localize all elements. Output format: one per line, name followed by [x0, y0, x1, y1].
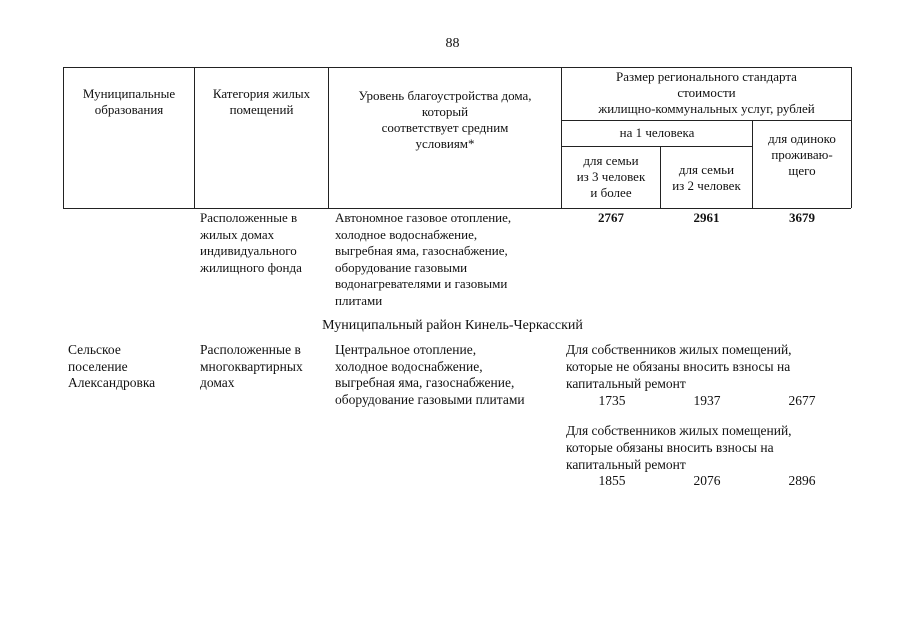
header-housing-category: Категория жилых помещений [212, 86, 311, 117]
case1-value-single: 2677 [788, 393, 816, 408]
row1-value-single: 3679 [789, 210, 815, 225]
row1-category: Расположенные в жилых домах индивидуального жилищного фонда [200, 210, 302, 275]
header-family-3: для семьи из 3 человек и более [576, 153, 646, 200]
header-per-person: на 1 человека [619, 125, 695, 140]
case2-note: Для собственников жилых помещений, которые обязаны вносить взносы на капитальный ремонт [566, 423, 792, 472]
case2-value-family3: 1855 [598, 473, 626, 488]
row1-value-family2: 2961 [693, 210, 720, 225]
case2-value-single: 2896 [788, 473, 816, 488]
case1-note: Для собственников жилых помещений, которые не обязаны вносить взносы на капитальный ремонт [566, 342, 792, 391]
section-title: Муниципальный район Кинель-Черкасский [322, 318, 583, 333]
settlement-amenities: Центральное отопление, холодное водоснабжение, выгребная яма, газоснабжение, оборудование газовыми плитами [335, 342, 525, 407]
settlement-category: Расположенные в многоквартирных домах [200, 342, 303, 390]
header-standard-size: Размер регионального стандарта стоимости жилищно-коммунальных услуг, рублей [598, 69, 815, 116]
header-municipalities: Муниципальные образования [82, 86, 176, 117]
settlement-name: Сельское поселение Александровка [68, 342, 156, 390]
case1-value-family2: 1937 [693, 393, 721, 408]
row1-amenities: Автономное газовое отопление, холодное водоснабжение, выгребная яма, газоснабжение, оборудование газовыми водонагревателями и газовыми плитами [335, 210, 512, 308]
case2-value-family2: 2076 [693, 473, 721, 488]
case1-value-family3: 1735 [598, 393, 626, 408]
row1-value-family3: 2767 [598, 210, 624, 225]
header-single: для одиноко проживаю- щего [768, 131, 836, 178]
header-family-2: для семьи из 2 человек [672, 162, 741, 193]
page-number: 88 [445, 36, 460, 51]
header-amenities-level: Уровень благоустройства дома, который соответствует средним условиям* [358, 88, 532, 151]
